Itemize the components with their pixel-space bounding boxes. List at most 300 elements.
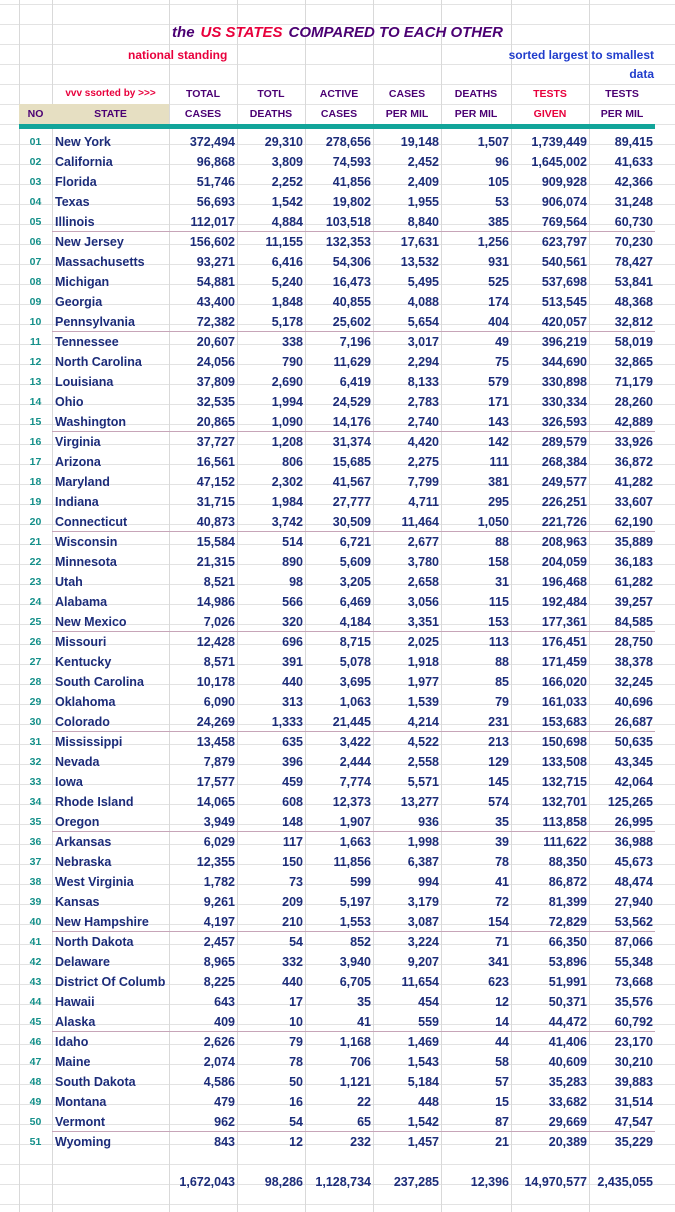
- active-cases: 74,593: [332, 155, 371, 169]
- state-name: Kansas: [55, 895, 100, 909]
- tests-given: 132,701: [541, 795, 587, 809]
- tests-given: 40,609: [548, 1055, 587, 1069]
- state-name: Virginia: [55, 435, 101, 449]
- active-cases: 35: [357, 995, 371, 1009]
- row-number: 04: [29, 196, 42, 208]
- table-row: [0, 432, 675, 452]
- state-name: Texas: [55, 195, 90, 209]
- deaths-per-mil: 31: [495, 575, 509, 589]
- active-cases: 12,373: [332, 795, 371, 809]
- header-active: ACTIVE: [319, 88, 359, 100]
- total-deaths: 73: [289, 875, 303, 889]
- deaths-per-mil: 85: [495, 675, 509, 689]
- total-cases: 93,271: [196, 255, 235, 269]
- cases-per-mil: 454: [418, 995, 439, 1009]
- sheet-title: [0, 24, 675, 44]
- deaths-per-mil: 87: [495, 1115, 509, 1129]
- row-number: 14: [29, 396, 42, 408]
- tests-given: 166,020: [541, 675, 587, 689]
- table-row: [0, 732, 675, 752]
- tests-given: 909,928: [541, 175, 587, 189]
- active-cases: 5,609: [339, 555, 371, 569]
- tests-given: 326,593: [541, 415, 587, 429]
- active-cases: 14,176: [332, 415, 371, 429]
- cases-per-mil: 2,294: [407, 355, 439, 369]
- tests-per-mil: 48,474: [614, 875, 653, 889]
- cases-per-mil: 2,452: [407, 155, 439, 169]
- cases-per-mil: 2,275: [407, 455, 439, 469]
- active-cases: 11,629: [333, 355, 371, 369]
- deaths-per-mil: 88: [495, 655, 509, 669]
- active-cases: 3,422: [339, 735, 371, 749]
- deaths-per-mil: 231: [488, 715, 509, 729]
- row-number: 35: [29, 816, 42, 828]
- row-number: 30: [29, 716, 42, 728]
- active-cases: 6,469: [339, 595, 371, 609]
- table-row: [0, 712, 675, 732]
- cases-per-mil: 1,457: [407, 1135, 439, 1149]
- state-name: Minnesota: [55, 555, 117, 569]
- total-deaths: 54: [289, 1115, 303, 1129]
- state-name: Tennessee: [55, 335, 119, 349]
- deaths-per-mil: 12: [495, 995, 509, 1009]
- row-number: 22: [29, 556, 42, 568]
- state-name: New York: [55, 135, 111, 149]
- total-deaths: 608: [282, 795, 303, 809]
- tests-per-mil: 78,427: [614, 255, 653, 269]
- tests-per-mil: 41,282: [614, 475, 653, 489]
- cases-per-mil: 1,543: [407, 1055, 439, 1069]
- cases-per-mil: 3,224: [407, 935, 439, 949]
- tests-given: 226,251: [541, 495, 587, 509]
- state-name: Florida: [55, 175, 97, 189]
- cases-per-mil: 4,214: [407, 715, 439, 729]
- active-cases: 41,567: [332, 475, 371, 489]
- cases-per-mil: 1,918: [407, 655, 439, 669]
- state-name: Michigan: [55, 275, 110, 289]
- total-deaths: 5,178: [271, 315, 303, 329]
- header-row-2: [0, 104, 675, 124]
- active-cases: 3,940: [339, 955, 371, 969]
- total-deaths: 5,240: [271, 275, 303, 289]
- deaths-per-mil: 385: [488, 215, 509, 229]
- total-cases: 409: [214, 1015, 235, 1029]
- deaths-per-mil: 41: [495, 875, 509, 889]
- row-number: 34: [29, 796, 42, 808]
- total-deaths: 890: [282, 555, 303, 569]
- row-number: 33: [29, 776, 42, 788]
- active-cases: 1,663: [339, 835, 371, 849]
- deaths-per-mil: 72: [495, 895, 509, 909]
- cases-per-mil: 994: [418, 875, 439, 889]
- total-cases: 7,879: [203, 755, 235, 769]
- row-number: 26: [29, 636, 42, 648]
- tests-given: 133,508: [541, 755, 587, 769]
- row-number: 40: [29, 916, 42, 928]
- tests-per-mil: 42,064: [614, 775, 653, 789]
- tests-given: 29,669: [548, 1115, 587, 1129]
- total-cases: 37,809: [196, 375, 235, 389]
- row-number: 17: [29, 456, 42, 468]
- state-name: Arizona: [55, 455, 101, 469]
- row-number: 48: [29, 1076, 42, 1088]
- total-cases: 12,355: [196, 855, 235, 869]
- cases-per-mil: 9,207: [407, 955, 439, 969]
- tests-given: 177,361: [541, 615, 587, 629]
- header-total-deaths: DEATHS: [249, 108, 293, 120]
- state-name: Idaho: [55, 1035, 89, 1049]
- total-cases: 14,065: [196, 795, 235, 809]
- state-name: Rhode Island: [55, 795, 134, 809]
- row-number: 45: [29, 1016, 42, 1028]
- table-row: [0, 212, 675, 232]
- table-row: [0, 892, 675, 912]
- active-cases: 8,715: [339, 635, 371, 649]
- cases-per-mil: 2,783: [407, 395, 439, 409]
- total-deaths: 98: [289, 575, 303, 589]
- row-number: 02: [29, 156, 42, 168]
- tests-given: 132,715: [541, 775, 587, 789]
- state-name: New Hampshire: [55, 915, 149, 929]
- table-row: [0, 1032, 675, 1052]
- row-number: 38: [29, 876, 42, 888]
- table-row: [0, 512, 675, 532]
- header-tests-2: TESTS: [605, 88, 639, 100]
- total-cases: 24,269: [196, 715, 235, 729]
- total-cases: 2,457: [203, 935, 235, 949]
- active-cases: 27,777: [332, 495, 371, 509]
- total-cases: 37,727: [196, 435, 235, 449]
- state-name: Delaware: [55, 955, 110, 969]
- tests-per-mil: 33,607: [614, 495, 653, 509]
- total-deaths: 210: [282, 915, 303, 929]
- row-number: 41: [29, 936, 42, 948]
- tests-per-mil: 61,282: [614, 575, 653, 589]
- table-row: [0, 352, 675, 372]
- deaths-per-mil: 105: [488, 175, 509, 189]
- row-number: 10: [29, 316, 42, 328]
- tests-given: 289,579: [541, 435, 587, 449]
- total-deaths: 17: [289, 995, 303, 1009]
- tests-per-mil: 31,514: [614, 1095, 653, 1109]
- total-deaths: 117: [282, 835, 303, 849]
- tests-per-mil: 33,926: [614, 435, 653, 449]
- table-row: [0, 252, 675, 272]
- total-deaths: 514: [282, 535, 303, 549]
- tests-given: 111,622: [543, 835, 587, 849]
- tests-given: 86,872: [548, 875, 587, 889]
- total-cases: 51,746: [196, 175, 235, 189]
- state-name: District Of Columb: [55, 975, 166, 989]
- deaths-per-mil: 579: [488, 375, 509, 389]
- active-cases: 21,445: [332, 715, 371, 729]
- table-row: [0, 272, 675, 292]
- deaths-per-mil: 53: [495, 195, 509, 209]
- active-cases: 599: [350, 875, 371, 889]
- row-number: 28: [29, 676, 42, 688]
- total-cases: 54,881: [196, 275, 235, 289]
- deaths-per-mil: 1,507: [477, 135, 509, 149]
- active-cases: 11,856: [333, 855, 371, 869]
- total-deaths: 29,310: [264, 135, 303, 149]
- total-cases: 6,029: [203, 835, 235, 849]
- state-name: Maine: [55, 1055, 91, 1069]
- tests-per-mil: 60,730: [614, 215, 653, 229]
- row-number: 12: [29, 356, 42, 368]
- active-cases: 2,444: [339, 755, 371, 769]
- total-deaths: 635: [282, 735, 303, 749]
- total-cases: 17,577: [196, 775, 235, 789]
- row-number: 01: [29, 136, 42, 148]
- state-name: Oregon: [55, 815, 100, 829]
- row-number: 06: [29, 236, 42, 248]
- total-cases: 10,178: [196, 675, 235, 689]
- tests-given: 44,472: [548, 1015, 587, 1029]
- row-number: 25: [29, 616, 42, 628]
- totals-row: [0, 1172, 675, 1192]
- total-deaths: 4,884: [271, 215, 303, 229]
- table-row: [0, 292, 675, 312]
- tests-given: 53,896: [548, 955, 587, 969]
- total-deaths: 806: [282, 455, 303, 469]
- tests-per-mil: 32,245: [614, 675, 653, 689]
- state-name: Kentucky: [55, 655, 112, 669]
- total-cases-per-mil: 237,285: [393, 1175, 439, 1189]
- cases-per-mil: 936: [418, 815, 439, 829]
- state-name: Utah: [55, 575, 83, 589]
- active-cases: 232: [350, 1135, 371, 1149]
- total-deaths: 209: [282, 895, 303, 909]
- tests-given: 204,059: [541, 555, 587, 569]
- total-deaths: 320: [282, 615, 303, 629]
- row-number: 11: [29, 336, 42, 348]
- tests-per-mil: 38,378: [614, 655, 653, 669]
- subtitle-national-standing: national standing: [128, 48, 228, 62]
- tests-given: 50,371: [548, 995, 587, 1009]
- tests-given: 66,350: [548, 935, 587, 949]
- state-name: Indiana: [55, 495, 99, 509]
- tests-given: 113,858: [542, 815, 587, 829]
- subtitle-sorted: sorted largest to smallest: [508, 48, 654, 62]
- table-row: [0, 552, 675, 572]
- total-cases: 112,017: [190, 215, 235, 229]
- total-cases: 3,949: [203, 815, 235, 829]
- total-deaths: 1,994: [271, 395, 303, 409]
- total-cases: 56,693: [196, 195, 235, 209]
- deaths-per-mil: 213: [488, 735, 509, 749]
- active-cases: 278,656: [325, 135, 371, 149]
- state-name: Massachusetts: [55, 255, 145, 269]
- cases-per-mil: 3,017: [407, 335, 439, 349]
- row-number: 39: [29, 896, 42, 908]
- tests-given: 249,577: [541, 475, 587, 489]
- state-name: California: [55, 155, 113, 169]
- tests-given: 88,350: [548, 855, 587, 869]
- cases-per-mil: 4,522: [407, 735, 439, 749]
- total-cases: 32,535: [196, 395, 235, 409]
- total-cases: 16,561: [196, 455, 235, 469]
- tests-per-mil: 45,673: [614, 855, 653, 869]
- state-name: Ohio: [55, 395, 84, 409]
- active-cases: 31,374: [332, 435, 371, 449]
- title-highlight: US STATES: [200, 24, 283, 41]
- row-number: 47: [29, 1056, 42, 1068]
- total-deaths: 3,742: [271, 515, 303, 529]
- total-cases: 96,868: [196, 155, 235, 169]
- total-cases: 2,626: [203, 1035, 235, 1049]
- cases-per-mil: 3,780: [407, 555, 439, 569]
- cases-per-mil: 17,631: [400, 235, 439, 249]
- total-deaths: 313: [282, 695, 303, 709]
- cases-per-mil: 559: [418, 1015, 439, 1029]
- row-number: 08: [29, 276, 42, 288]
- state-name: Connecticut: [55, 515, 128, 529]
- cases-per-mil: 8,133: [407, 375, 439, 389]
- state-name: Alaska: [55, 1015, 96, 1029]
- row-number: 20: [29, 516, 42, 528]
- state-name: Arkansas: [55, 835, 112, 849]
- row-number: 03: [29, 176, 42, 188]
- tests-per-mil: 27,940: [614, 895, 653, 909]
- total-cases: 31,715: [196, 495, 235, 509]
- cases-per-mil: 11,654: [401, 975, 439, 989]
- total-cases: 7,026: [203, 615, 235, 629]
- total-cases: 43,400: [196, 295, 235, 309]
- deaths-per-mil: 57: [495, 1075, 509, 1089]
- active-cases: 7,774: [339, 775, 371, 789]
- total-deaths: 566: [282, 595, 303, 609]
- state-name: Hawaii: [55, 995, 95, 1009]
- header-row-1: [0, 84, 675, 104]
- tests-per-mil: 47,547: [614, 1115, 653, 1129]
- active-cases: 6,705: [339, 975, 371, 989]
- deaths-per-mil: 39: [495, 835, 509, 849]
- tests-per-mil: 39,257: [614, 595, 653, 609]
- cases-per-mil: 13,532: [400, 255, 439, 269]
- state-name: Wisconsin: [55, 535, 118, 549]
- total-deaths: 338: [282, 335, 303, 349]
- table-row: [0, 192, 675, 212]
- total-deaths: 54: [289, 935, 303, 949]
- header-deaths-per-mil: PER MIL: [454, 108, 498, 120]
- tests-per-mil: 30,210: [614, 1055, 653, 1069]
- table-row: [0, 832, 675, 852]
- total-deaths: 16: [289, 1095, 303, 1109]
- table-row: [0, 372, 675, 392]
- state-name: Montana: [55, 1095, 107, 1109]
- deaths-per-mil: 78: [495, 855, 509, 869]
- total-deaths: 1,848: [271, 295, 303, 309]
- tests-given: 150,698: [541, 735, 587, 749]
- tests-given: 906,074: [541, 195, 587, 209]
- header-cases-per-mil: PER MIL: [385, 108, 429, 120]
- header-tests-per-mil: PER MIL: [600, 108, 644, 120]
- deaths-per-mil: 142: [488, 435, 509, 449]
- active-cases: 3,695: [339, 675, 371, 689]
- total-deaths: 150: [282, 855, 303, 869]
- deaths-per-mil: 35: [495, 815, 509, 829]
- table-row: [0, 452, 675, 472]
- table-row: [0, 852, 675, 872]
- state-name: North Carolina: [55, 355, 142, 369]
- deaths-per-mil: 158: [488, 555, 509, 569]
- tests-per-mil: 53,562: [614, 915, 653, 929]
- table-row: [0, 812, 675, 832]
- state-name: West Virginia: [55, 875, 134, 889]
- state-name: South Carolina: [55, 675, 144, 689]
- row-number: 36: [29, 836, 42, 848]
- active-cases: 103,518: [325, 215, 371, 229]
- table-row: [0, 392, 675, 412]
- header-tests-given: GIVEN: [533, 108, 567, 120]
- total-cases: 643: [214, 995, 235, 1009]
- total-cases: 15,584: [196, 535, 235, 549]
- total-deaths: 11,155: [265, 235, 303, 249]
- table-row: [0, 872, 675, 892]
- state-name: Mississippi: [55, 735, 123, 749]
- total-deaths: 1,542: [271, 195, 303, 209]
- active-cases: 40,855: [332, 295, 371, 309]
- cases-per-mil: 5,571: [407, 775, 439, 789]
- tests-given: 330,898: [541, 375, 587, 389]
- header-tests: TESTS: [533, 88, 567, 100]
- total-deaths: 459: [282, 775, 303, 789]
- total-deaths: 396: [282, 755, 303, 769]
- total-deaths: 1,984: [271, 495, 303, 509]
- total-deaths: 440: [282, 675, 303, 689]
- tests-per-mil: 58,019: [614, 335, 653, 349]
- cases-per-mil: 2,025: [407, 635, 439, 649]
- tests-per-mil: 55,348: [614, 955, 653, 969]
- cases-per-mil: 2,409: [407, 175, 439, 189]
- deaths-per-mil: 96: [495, 155, 509, 169]
- cases-per-mil: 448: [418, 1095, 439, 1109]
- active-cases: 24,529: [332, 395, 371, 409]
- table-row: [0, 1052, 675, 1072]
- tests-per-mil: 32,812: [614, 315, 653, 329]
- total-deaths: 1,333: [271, 715, 303, 729]
- tests-per-mil: 48,368: [614, 295, 653, 309]
- total-cases: 4,586: [203, 1075, 235, 1089]
- table-row: [0, 612, 675, 632]
- total-deaths: 98,286: [264, 1175, 303, 1189]
- row-number: 23: [29, 576, 42, 588]
- total-cases: 8,571: [203, 655, 235, 669]
- tests-per-mil: 35,229: [614, 1135, 653, 1149]
- total-cases: 479: [214, 1095, 235, 1109]
- tests-given: 20,389: [548, 1135, 587, 1149]
- cases-per-mil: 3,056: [407, 595, 439, 609]
- title-prefix: the: [172, 24, 195, 41]
- table-row: [0, 472, 675, 492]
- active-cases: 16,473: [332, 275, 371, 289]
- state-name: New Jersey: [55, 235, 124, 249]
- total-cases: 1,672,043: [179, 1175, 235, 1189]
- cases-per-mil: 1,998: [407, 835, 439, 849]
- table-row: [0, 232, 675, 252]
- row-number: 42: [29, 956, 42, 968]
- tests-given: 1,645,002: [531, 155, 587, 169]
- tests-per-mil: 36,988: [614, 835, 653, 849]
- row-number: 21: [29, 536, 42, 548]
- total-deaths: 50: [289, 1075, 303, 1089]
- total-cases: 8,225: [203, 975, 235, 989]
- total-cases: 24,056: [196, 355, 235, 369]
- total-cases: 843: [214, 1135, 235, 1149]
- state-name: New Mexico: [55, 615, 127, 629]
- tests-given: 540,561: [541, 255, 587, 269]
- cases-per-mil: 5,184: [407, 1075, 439, 1089]
